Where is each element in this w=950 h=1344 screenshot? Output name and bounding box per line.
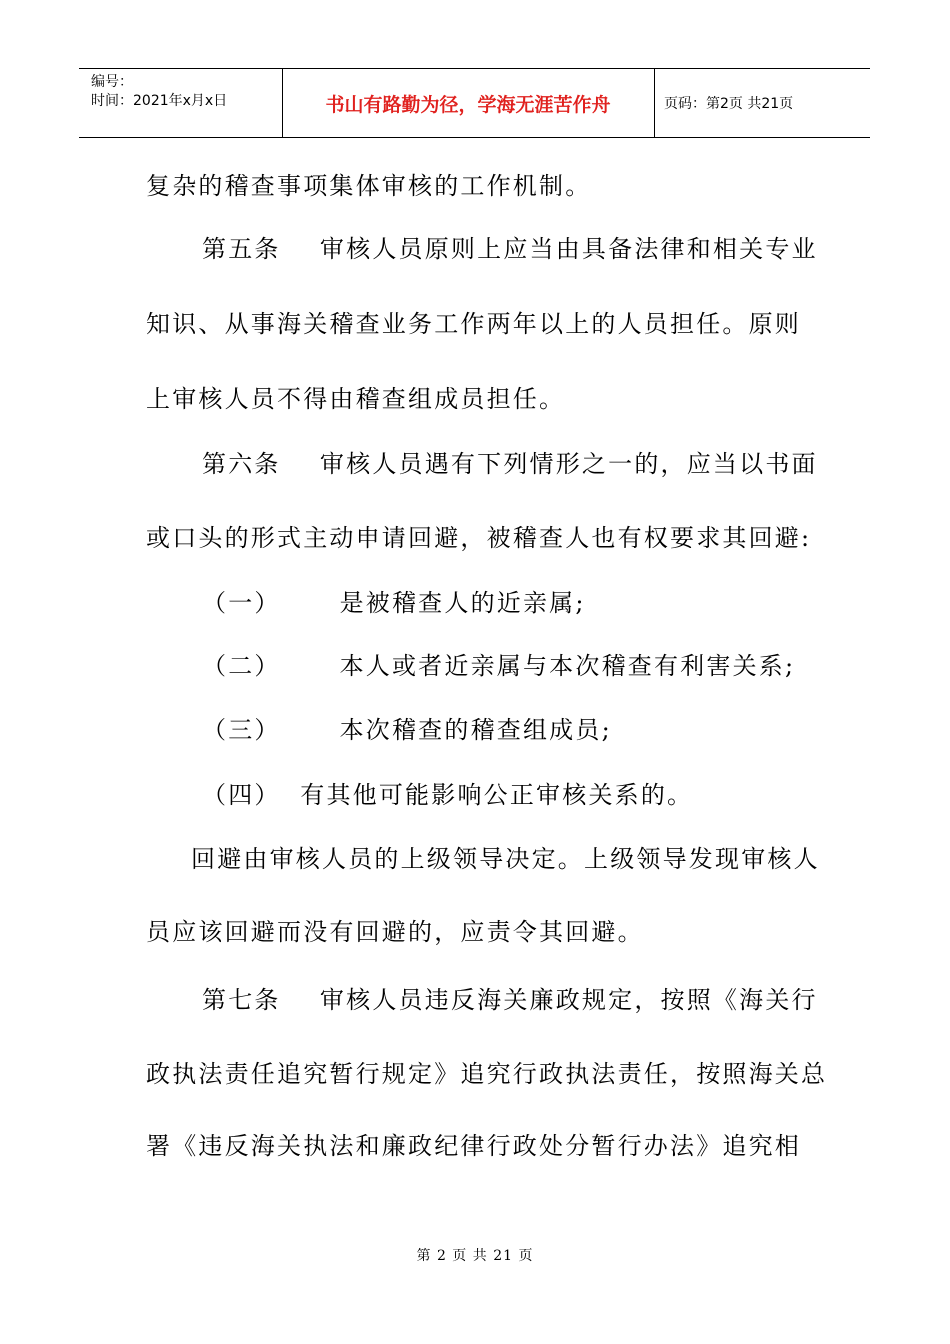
body-line: 署《违反海关执法和廉政纪律行政处分暂行办法》追究相	[146, 1132, 801, 1160]
page-header	[79, 68, 870, 138]
body-line: 或口头的形式主动申请回避，被稽查人也有权要求其回避:	[146, 524, 812, 552]
page-footer: 第 2 页 共 21 页	[416, 1248, 534, 1264]
list-item: （三） 本次稽查的稽查组成员;	[202, 716, 612, 744]
article-5-line: 第五条 审核人员原则上应当由具备法律和相关专业	[202, 235, 818, 263]
list-item: （一） 是被稽查人的近亲属;	[202, 589, 586, 617]
header-page-info: 页码：第2页 共21页	[664, 96, 794, 112]
body-line: 知识、从事海关稽查业务工作两年以上的人员担任。原则	[146, 310, 801, 338]
body-line: 上审核人员不得由稽查组成员担任。	[146, 385, 566, 413]
date-label: 时间：2021年x月x日	[91, 93, 228, 109]
header-meta	[91, 73, 227, 111]
body-line: 复杂的稽查事项集体审核的工作机制。	[146, 172, 592, 200]
body-line: 员应该回避而没有回避的，应责令其回避。	[146, 918, 644, 946]
article-6-line: 第六条 审核人员遇有下列情形之一的，应当以书面	[202, 450, 818, 478]
list-item: （四） 有其他可能影响公正审核关系的。	[202, 781, 694, 809]
body-line: 政执法责任追究暂行规定》追究行政执法责任，按照海关总	[146, 1060, 828, 1088]
article-7-line: 第七条 审核人员违反海关廉政规定，按照《海关行	[202, 986, 818, 1014]
serial-number-label: 编号：	[91, 74, 133, 90]
header-divider	[654, 69, 655, 137]
list-item: （二） 本人或者近亲属与本次稽查有利害关系;	[202, 652, 796, 680]
body-line: 回避由审核人员的上级领导决定。上级领导发现审核人	[191, 845, 820, 873]
header-motto: 书山有路勤为径，学海无涯苦作舟	[325, 93, 611, 116]
